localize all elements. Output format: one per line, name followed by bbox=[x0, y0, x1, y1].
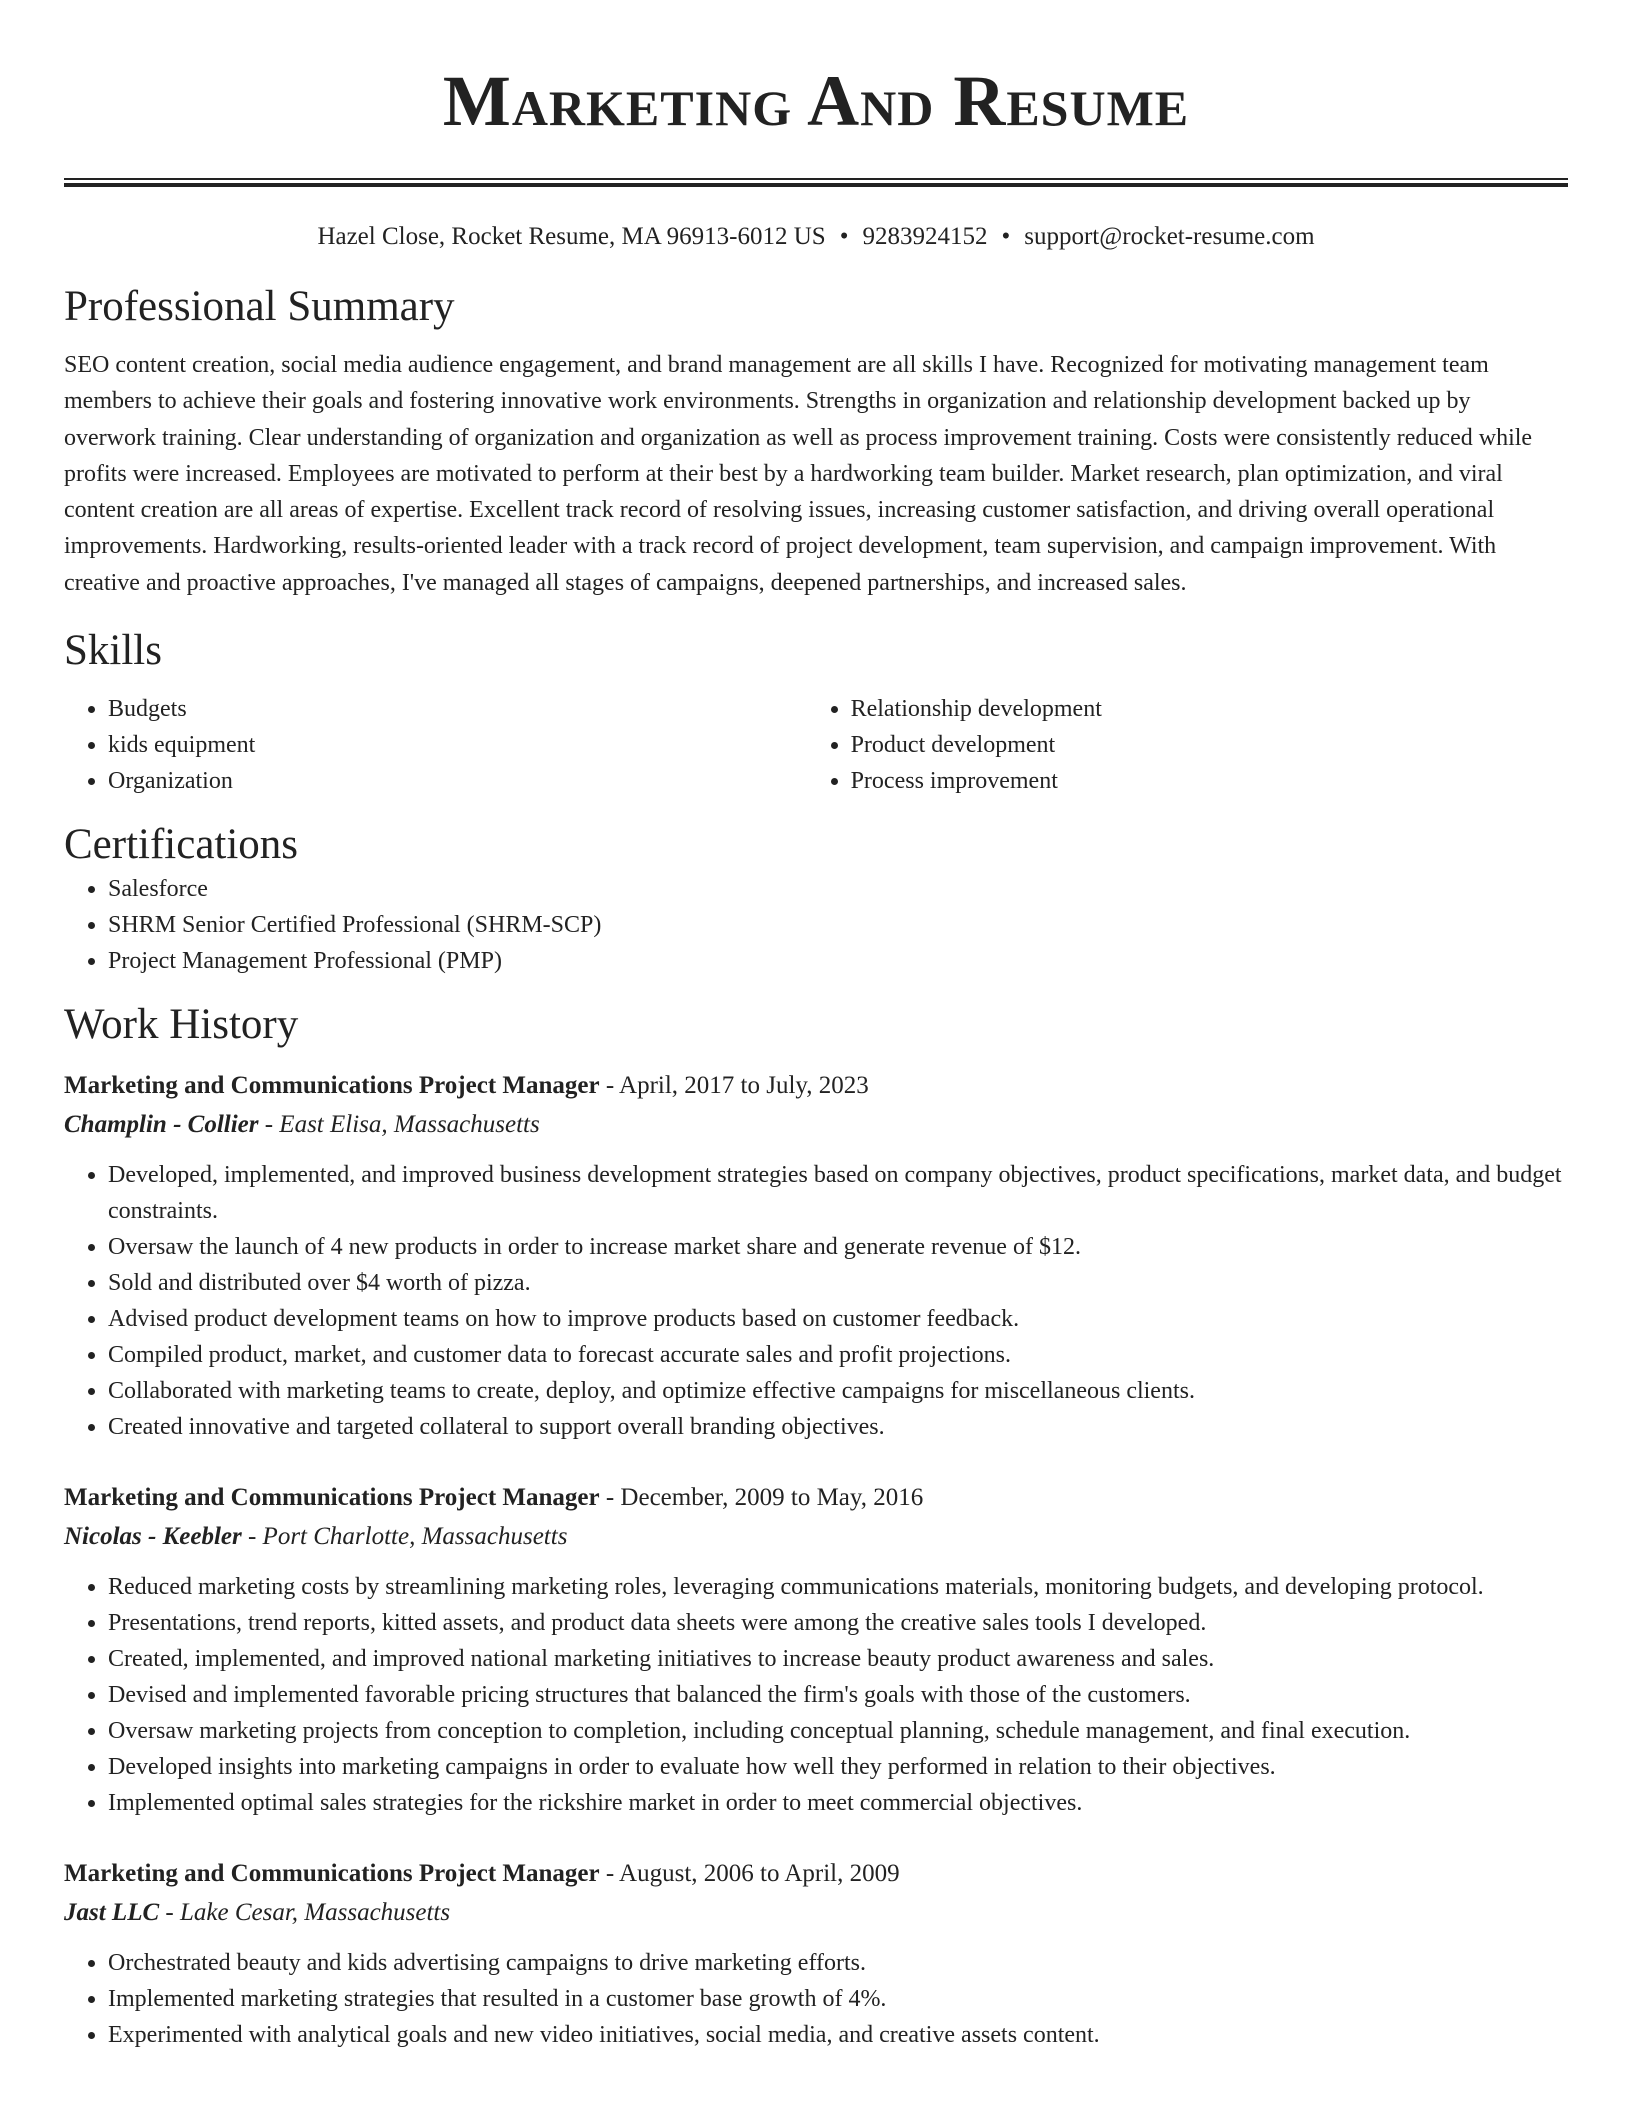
job-dates: - April, 2017 to July, 2023 bbox=[599, 1072, 869, 1100]
job-dates: - August, 2006 to April, 2009 bbox=[599, 1860, 900, 1888]
resume-title: Marketing And Resume bbox=[442, 61, 1190, 141]
job-bullet: • Oversaw the launch of 4 new products in order to increase market share and generate revenue of $12. bbox=[108, 1229, 1568, 1265]
certifications-heading: Certifications bbox=[64, 821, 299, 869]
summary-heading: Professional Summary bbox=[64, 283, 455, 330]
job-bullet: • Created, implemented, and improved national marketing initiatives to increase beauty product awareness and sales. bbox=[108, 1641, 1568, 1677]
job-company-line bbox=[64, 1105, 1568, 1145]
skills-list-left bbox=[64, 691, 807, 799]
job-bullet: • Developed, implemented, and improved business development strategies based on company objectives, product specifications, market data, and budget constraints. bbox=[108, 1157, 1568, 1229]
work-history-heading: Work History bbox=[64, 1001, 299, 1049]
job-role: Marketing and Communications Project Manager bbox=[64, 1484, 600, 1512]
job-title-line bbox=[64, 1067, 1568, 1105]
job-location: - East Elisa, Massachusetts bbox=[258, 1111, 540, 1139]
job-title-line bbox=[64, 1479, 1568, 1517]
job-bullet: • Collaborated with marketing teams to create, deploy, and optimize effective campaigns for miscellaneous clients. bbox=[108, 1373, 1568, 1409]
skills-heading: Skills bbox=[64, 627, 162, 675]
skills-list-right bbox=[807, 691, 1568, 799]
job-location: - Lake Cesar, Massachusetts bbox=[159, 1899, 451, 1927]
skill-item: • Process improvement bbox=[851, 763, 1568, 799]
job-bullet: • Compiled product, market, and customer data to forecast accurate sales and profit projections. bbox=[108, 1337, 1568, 1373]
skill-item: • Organization bbox=[108, 763, 807, 799]
contact-separator: • bbox=[1001, 223, 1011, 250]
job-company: Champlin - Collier bbox=[64, 1111, 259, 1139]
skill-item: • Budgets bbox=[108, 691, 807, 727]
job-title-line bbox=[64, 1855, 1568, 1893]
certification-item: • Salesforce bbox=[108, 871, 1568, 907]
job-role: Marketing and Communications Project Manager bbox=[64, 1072, 600, 1100]
job-bullet: • Devised and implemented favorable pricing structures that balanced the firm's goals with those of the customers. bbox=[108, 1677, 1568, 1713]
contact-separator: • bbox=[839, 223, 849, 250]
contact-phone: 9283924152 bbox=[862, 223, 988, 250]
job-bullet: • Sold and distributed over $4 worth of pizza. bbox=[108, 1265, 1568, 1301]
skill-item: • Relationship development bbox=[851, 691, 1568, 727]
job-bullet: • Reduced marketing costs by streamlining marketing roles, leveraging communications materials, monitoring budgets, and developing protocol. bbox=[108, 1569, 1568, 1605]
job-bullets bbox=[64, 1569, 1568, 1821]
job-bullet: • Oversaw marketing projects from conception to completion, including conceptual planning, schedule management, and final execution. bbox=[108, 1713, 1568, 1749]
job-bullet: • Created innovative and targeted collateral to support overall branding objectives. bbox=[108, 1409, 1568, 1445]
job-role: Marketing and Communications Project Manager bbox=[64, 1860, 600, 1888]
certifications-list bbox=[64, 871, 1568, 979]
skills-columns bbox=[64, 691, 1568, 799]
job-company: Nicolas - Keebler bbox=[64, 1523, 242, 1551]
skill-item: • Product development bbox=[851, 727, 1568, 763]
job-company: Jast LLC bbox=[64, 1899, 160, 1927]
job-entry bbox=[64, 1067, 1568, 1445]
job-dates: - December, 2009 to May, 2016 bbox=[599, 1484, 924, 1512]
job-entry bbox=[64, 1479, 1568, 1821]
contact-line bbox=[64, 221, 1568, 253]
job-bullet: • Developed insights into marketing campaigns in order to evaluate how well they performed in relation to their objectives. bbox=[108, 1749, 1568, 1785]
job-bullets bbox=[64, 1945, 1568, 2053]
job-location: - Port Charlotte, Massachusetts bbox=[241, 1523, 568, 1551]
job-bullet: • Advised product development teams on how to improve products based on customer feedback. bbox=[108, 1301, 1568, 1337]
contact-email: support@rocket-resume.com bbox=[1024, 223, 1315, 250]
job-entry bbox=[64, 1855, 1568, 2053]
summary-text: SEO content creation, social media audience engagement, and brand management are all skills I have. Recognized for motivating management team members to achieve their goals and fostering innovative work environments. Strengths in organization and relationship development backed up by overwork training. Clear understanding of organization and organization as well as process improvement training. Costs were consistently reduced while profits were increased. Employees are motivated to perform at their best by a hardworking team builder. Market research, plan optimization, and viral content creation are all areas of expertise. Excellent track record of resolving issues, increasing customer satisfaction, and driving overall operational improvements. Hardworking, results-oriented leader with a track record of project development, team supervision, and campaign improvement. With creative and proactive approaches, I've managed all stages of campaigns, deepened partnerships, and increased sales. bbox=[64, 352, 1533, 596]
skill-item: • kids equipment bbox=[108, 727, 807, 763]
resume-page bbox=[64, 0, 1568, 2053]
job-company-line bbox=[64, 1517, 1568, 1557]
job-bullet: • Implemented optimal sales strategies for the rickshire market in order to meet commercial objectives. bbox=[108, 1785, 1568, 1821]
header-divider bbox=[64, 178, 1568, 187]
job-company-line bbox=[64, 1893, 1568, 1933]
certification-item: • SHRM Senior Certified Professional (SHRM-SCP) bbox=[108, 907, 1568, 943]
certification-item: • Project Management Professional (PMP) bbox=[108, 943, 1568, 979]
job-bullet: • Presentations, trend reports, kitted assets, and product data sheets were among the creative sales tools I developed. bbox=[108, 1605, 1568, 1641]
job-bullet: • Implemented marketing strategies that resulted in a customer base growth of 4%. bbox=[108, 1981, 1568, 2017]
contact-address: Hazel Close, Rocket Resume, MA 96913-6012 US bbox=[317, 223, 826, 250]
job-bullets bbox=[64, 1157, 1568, 1445]
job-bullet: • Orchestrated beauty and kids advertising campaigns to drive marketing efforts. bbox=[108, 1945, 1568, 1981]
job-bullet: • Experimented with analytical goals and new video initiatives, social media, and creative assets content. bbox=[108, 2017, 1568, 2053]
